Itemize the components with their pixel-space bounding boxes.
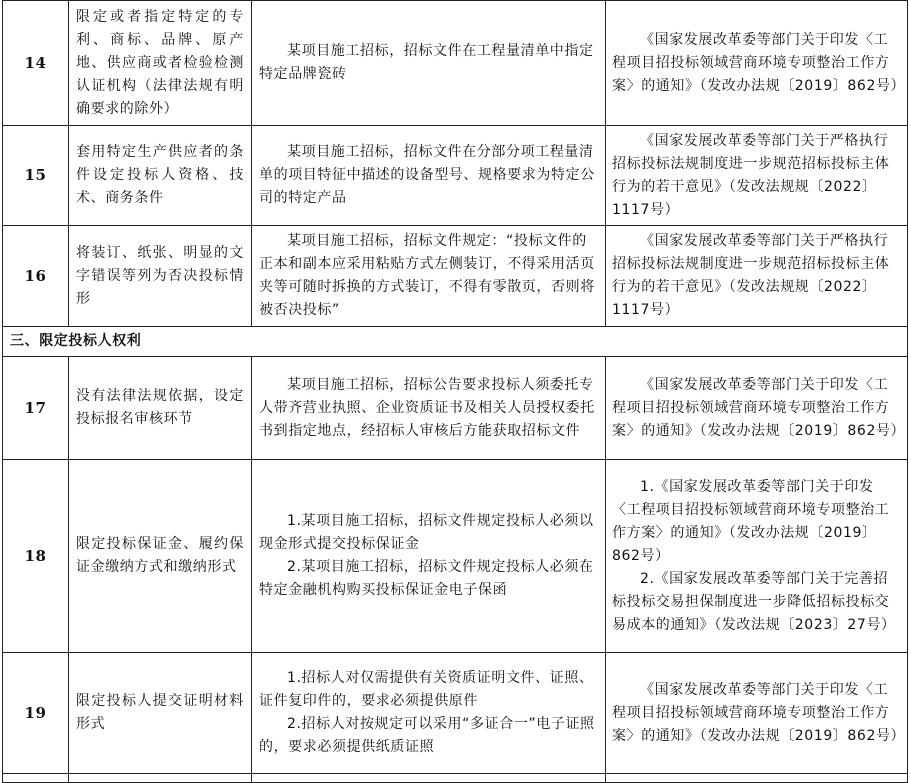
row-number: 16 xyxy=(3,226,69,327)
example-text: 某项目施工招标，招标文件规定：“投标文件的正本和副本应采用粘贴方式左侧装订，不得采用活页夹等可随时拆换的方式装订，不得有零散页，否则将被否决投标” xyxy=(259,233,595,318)
row-description: 套用特定生产供应者的条件设定投标人资格、技术、商务条件 xyxy=(69,126,252,226)
table-row xyxy=(3,126,908,226)
example-text: 1.招标人对仅需提供有关资质证明文件、证照、证件复印件的，要求必须提供原件 xyxy=(259,670,594,709)
example-text: 某项目施工招标，招标公告要求投标人须委托专人带齐营业执照、企业资质证书及相关人员授权委托书到指定地点，经招标人审核后方能获取招标文件 xyxy=(259,376,595,439)
basis-text: 《国家发展改革委等部门关于严格执行招标投标法规制度进一步规范招标投标主体行为的若干意见》（发改法规规〔2022〕1117号） xyxy=(612,233,890,318)
example-text: 某项目施工招标，招标文件在工程量清单中指定特定品牌瓷砖 xyxy=(259,43,594,82)
table-row xyxy=(3,226,908,327)
row-basis xyxy=(606,357,908,460)
example-text: 1.某项目施工招标，招标文件规定投标人必须以现金形式提交投标保证金 xyxy=(259,513,594,552)
example-text: 2.某项目施工招标，招标文件规定投标人必须在特定金融机构购买投标保证金电子保函 xyxy=(259,559,594,598)
row-basis xyxy=(606,653,908,774)
section-title: 三、限定投标人权利 xyxy=(3,327,908,357)
row-basis xyxy=(606,126,908,226)
section-row xyxy=(3,327,908,357)
basis-text: 《国家发展改革委等部门关于印发〈工程项目招投标领域营商环境专项整治工作方案〉的通知》（发改办法规〔2019〕862号） xyxy=(612,376,906,439)
basis-text: 2.《国家发展改革委等部门关于完善招标投标交易担保制度进一步降低招标投标交易成本的通知》（发改法规〔2023〕27号） xyxy=(612,570,896,633)
row-examples xyxy=(252,1,606,126)
row-description: 限定投标保证金、履约保证金缴纳方式和缴纳形式 xyxy=(69,460,252,653)
example-text: 某项目施工招标，招标文件在分部分项工程量清单的项目特征中描述的设备型号、规格要求为特定公司的特定产品 xyxy=(259,144,595,206)
basis-text: 《国家发展改革委等部门关于印发〈工程项目招投标领域营商环境专项整治工作方案〉的通知》（发改办法规〔2019〕862号） xyxy=(612,681,906,744)
regulation-table xyxy=(2,0,908,783)
row-number: 17 xyxy=(3,357,69,460)
row-basis xyxy=(606,1,908,126)
row-number: 14 xyxy=(3,1,69,126)
basis-text: 《国家发展改革委等部门关于印发〈工程项目招投标领域营商环境专项整治工作方案〉的通知》（发改办法规〔2019〕862号） xyxy=(612,31,906,94)
row-examples xyxy=(252,653,606,774)
basis-text: 《国家发展改革委等部门关于严格执行招标投标法规制度进一步规范招标投标主体行为的若干意见》（发改法规规〔2022〕1117号） xyxy=(612,132,890,218)
table-row xyxy=(3,357,908,460)
basis-text: 1.《国家发展改革委等部门关于印发〈工程项目招投标领域营商环境专项整治工作方案〉的通知》（发改办法规〔2019〕862号） xyxy=(612,478,890,564)
table-row xyxy=(3,1,908,126)
row-number: 15 xyxy=(3,126,69,226)
table-row xyxy=(3,653,908,774)
row-basis xyxy=(606,226,908,327)
row-number: 19 xyxy=(3,653,69,774)
table-row xyxy=(3,460,908,653)
example-text: 2.招标人对按规定可以采用“多证合一”电子证照的，要求必须提供纸质证照 xyxy=(259,716,595,755)
table-row-partial xyxy=(3,774,908,783)
row-examples xyxy=(252,460,606,653)
row-examples xyxy=(252,226,606,327)
row-description: 将装订、纸张、明显的文字错误等列为否决投标情形 xyxy=(69,226,252,327)
row-description: 没有法律法规依据，设定投标报名审核环节 xyxy=(69,357,252,460)
row-basis xyxy=(606,460,908,653)
row-number: 18 xyxy=(3,460,69,653)
row-examples xyxy=(252,357,606,460)
row-description: 限定投标人提交证明材料形式 xyxy=(69,653,252,774)
row-description: 限定或者指定特定的专利、商标、品牌、原产地、供应商或者检验检测认证机构（法律法规有明确要求的除外） xyxy=(69,1,252,126)
row-examples xyxy=(252,126,606,226)
